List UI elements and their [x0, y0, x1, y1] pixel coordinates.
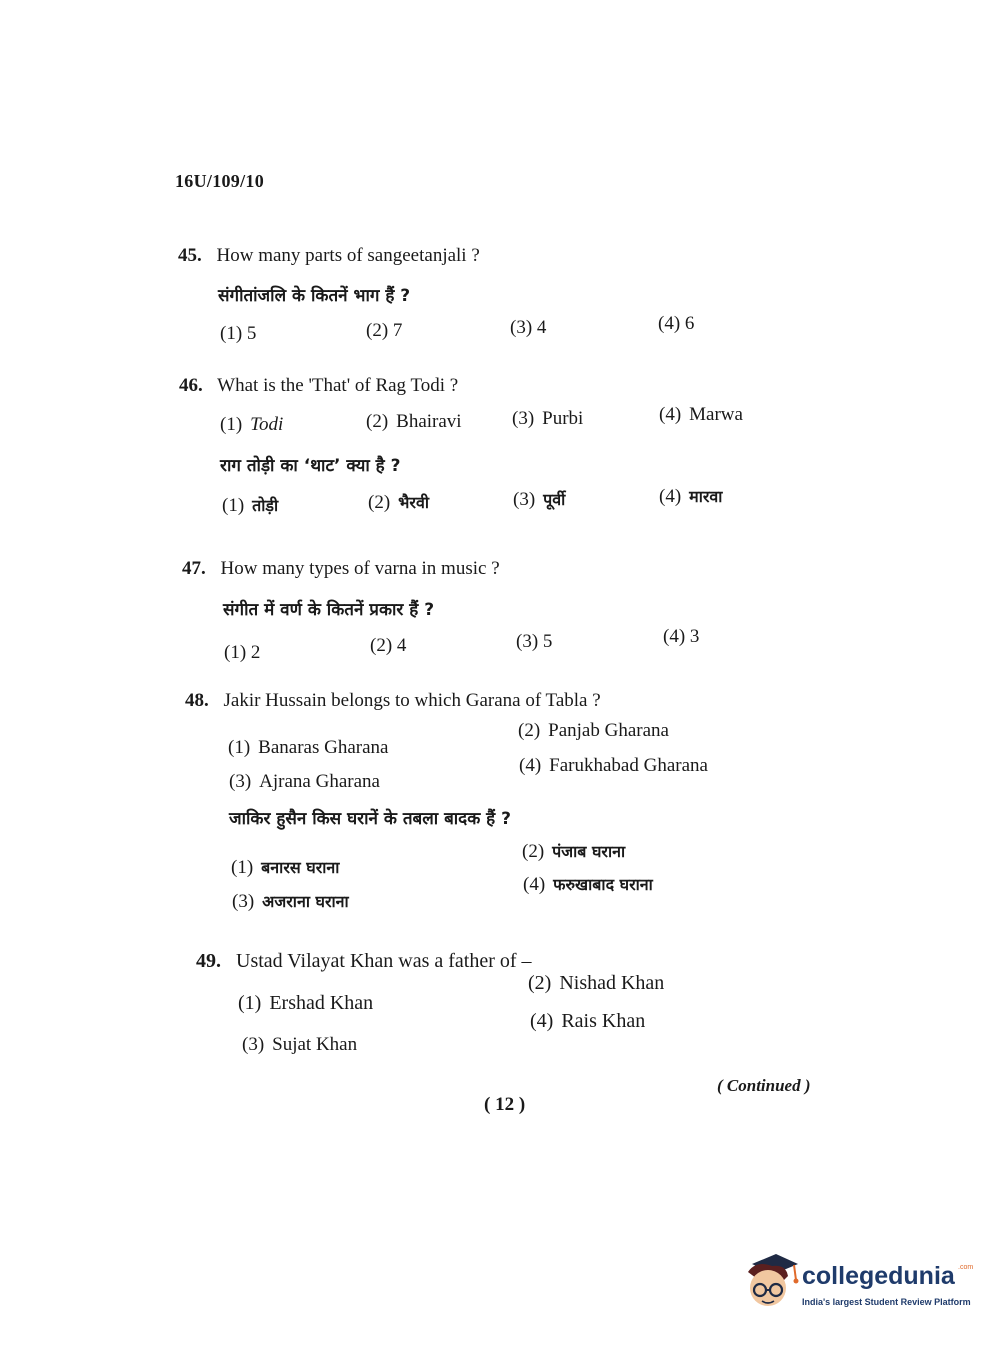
question-46 — [179, 375, 458, 397]
option-4-hi: (4) मारवा — [659, 486, 723, 507]
option-2: (2) Panjab Gharana — [518, 720, 669, 741]
question-48 — [185, 690, 601, 712]
option-1: (1) Banaras Gharana — [228, 737, 389, 758]
option-3-hi: (3) अजराना घराना — [232, 891, 349, 912]
option-2: (2) 4 — [370, 635, 407, 656]
mascot-logo-icon — [742, 1250, 800, 1312]
option-1-hi: (1) तोड़ी — [222, 495, 279, 516]
brand-name: collegedunia — [802, 1262, 955, 1290]
option-3: (3) 4 — [510, 317, 547, 338]
question-49 — [196, 950, 532, 973]
question-number: 45. — [178, 245, 202, 266]
option-4: (4) 6 — [658, 313, 695, 334]
option-2-hi: (2) भैरवी — [368, 492, 429, 513]
option-3: (3) Purbi — [512, 408, 584, 429]
collegedunia-watermark — [742, 1250, 974, 1312]
option-2-hi: (2) पंजाब घराना — [522, 841, 626, 862]
question-number: 47. — [182, 558, 206, 579]
question-text-en: Jakir Hussain belongs to which Garana of Tabla ? — [223, 690, 601, 711]
question-number: 48. — [185, 690, 209, 711]
option-3: (3) 5 — [516, 631, 553, 652]
brand-suffix: .com — [958, 1264, 974, 1271]
paper-code: 16U/109/10 — [175, 171, 265, 191]
option-4: (4) Rais Khan — [530, 1010, 646, 1032]
option-1: (1) Todi — [220, 414, 284, 435]
option-4: (4) 3 — [663, 626, 700, 647]
question-text-en: Ustad Vilayat Khan was a father of – — [236, 950, 532, 972]
option-1-hi: (1) बनारस घराना — [231, 857, 340, 878]
option-3: (3) Ajrana Gharana — [229, 771, 380, 792]
continued-label: ( Continued ) — [717, 1076, 811, 1095]
question-text-hi: संगीतांजलि के कितनें भाग हैं ? — [218, 286, 411, 306]
option-4: (4) Marwa — [659, 404, 743, 425]
option-2: (2) Nishad Khan — [528, 972, 665, 994]
question-number: 46. — [179, 375, 203, 396]
page-number: ( 12 ) — [484, 1094, 526, 1115]
question-47 — [182, 558, 500, 580]
option-1: (1) 2 — [224, 642, 261, 663]
question-text-hi: जाकिर हुसैन किस घरानें के तबला बादक हैं ? — [229, 809, 511, 829]
option-4: (4) Farukhabad Gharana — [519, 755, 708, 776]
option-2: (2) 7 — [366, 320, 403, 341]
question-number: 49. — [196, 950, 221, 972]
question-45 — [178, 245, 480, 267]
question-text-en: What is the 'That' of Rag Todi ? — [217, 375, 459, 396]
option-2: (2) Bhairavi — [366, 411, 462, 432]
question-text-en: How many types of varna in music ? — [220, 558, 500, 579]
option-3: (3) Sujat Khan — [242, 1034, 358, 1055]
question-text-en: How many parts of sangeetanjali ? — [216, 245, 480, 266]
option-4-hi: (4) फरुखाबाद घराना — [523, 874, 653, 895]
option-1: (1) 5 — [220, 323, 257, 344]
question-text-hi: राग तोड़ी का ‘थाट’ क्या है ? — [220, 456, 401, 476]
brand-tagline: India's largest Student Review Platform — [802, 1297, 971, 1307]
option-3-hi: (3) पूर्वी — [513, 489, 566, 510]
option-1: (1) Ershad Khan — [238, 992, 374, 1014]
question-text-hi: संगीत में वर्ण के कितनें प्रकार हैं ? — [223, 600, 435, 620]
